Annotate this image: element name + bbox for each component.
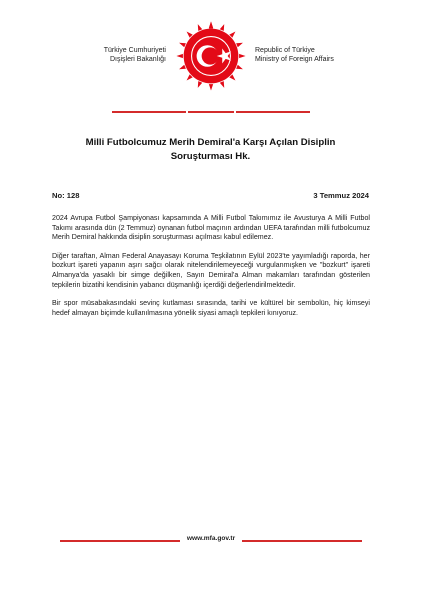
- header-left-line1: Türkiye Cumhuriyeti: [103, 47, 166, 54]
- star-and-crescent-seal-icon: [175, 20, 247, 92]
- header-left: [72, 46, 166, 64]
- document-title: Milli Futbolcumuz Merih Demiral'a Karşı Açılan Disiplin Soruşturması Hk.: [85, 137, 336, 162]
- header-divider-right: [236, 111, 310, 113]
- header-divider-center: [188, 111, 234, 113]
- footer-url[interactable]: www.mfa.gov.tr: [186, 535, 236, 542]
- body-paragraph-1: 2024 Avrupa Futbol Şampiyonası kapsamında A Milli Futbol Takımımız ile Avusturya A Milli Futbol Takımı arasında dün (2 Temmuz) oynanan futbol maçının ardından UEFA tarafından milli futbolcumuz Merih Demiral hakkında disiplin soruşturması açılması kabul edilemez.: [52, 214, 370, 242]
- body-paragraph-3: Bir spor müsabakasındaki sevinç kutlaması sırasında, tarihi ve kültürel bir sembolün, hiç kimseyi hedef almayan biçimde kullanılmasına yönelik siyasi amaçlı tepkileri kınıyoruz.: [52, 299, 370, 317]
- header-left-line2: Dışişleri Bakanlığı: [109, 56, 166, 63]
- footer-divider-left: [60, 540, 180, 542]
- body-paragraph-2: Diğer taraftan, Alman Federal Anayasayı Koruma Teşkilatının Eylül 2023'te yayımladığı raporda, her bozkurt işareti yapanın aşırı sağcı olarak nitelendirilemeyeceği vurgulanmışken ve "bozkurt" işareti Almanya'da yasaklı bir simge değilken, Sayın Demiral'a Alman makamları tarafından gösterilen tepkilerin bizatihi kendisinin yabancı düşmanlığı içerdiği değerlendirilmektedir.: [52, 251, 370, 289]
- header-right: [255, 46, 365, 64]
- header-right-line2: Ministry of Foreign Affairs: [255, 56, 334, 63]
- document-date: 3 Temmuz 2024: [313, 191, 369, 200]
- document-body: [52, 214, 370, 327]
- footer-divider-right: [242, 540, 362, 542]
- header-right-line1: Republic of Türkiye: [255, 47, 315, 54]
- header-divider-left: [112, 111, 186, 113]
- document-number: No: 128: [52, 191, 80, 200]
